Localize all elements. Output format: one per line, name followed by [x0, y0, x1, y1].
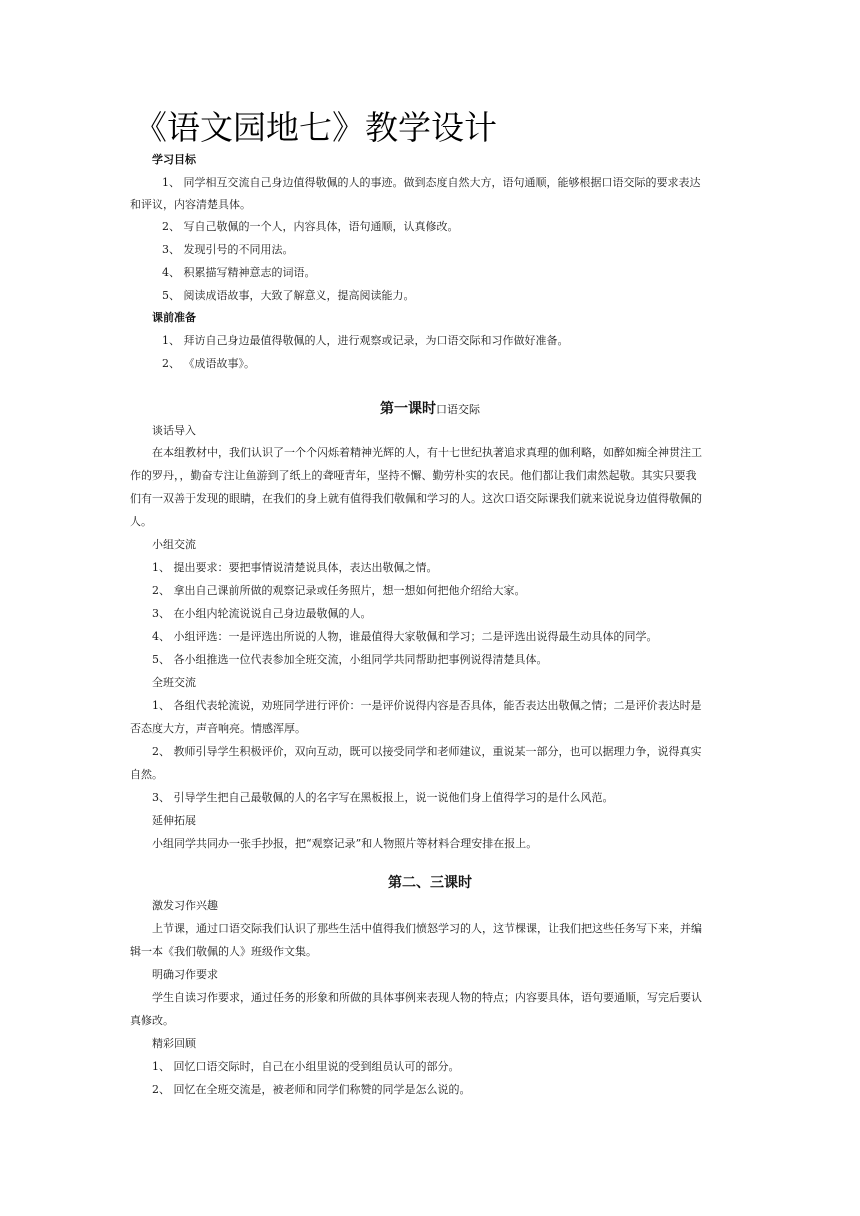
group-item-2: 2、 拿出自己课前所做的观察记录或任务照片，想一想如何把他介绍给大家。	[152, 584, 526, 597]
motivate-paragraph-line-1: 上节课，通过口语交际我们认识了那些生活中值得我们愤怒学习的人，这节棵课，让我们把这些任务写下来，并编	[152, 922, 702, 935]
lesson1-title-main: 第一课时	[380, 401, 436, 417]
motivate-paragraph-line-2: 辑一本《我们敬佩的人》班级作文集。	[130, 945, 317, 958]
group-item-4: 4、 小组评选：一是评选出所说的人物，谁最值得大家敬佩和学习；二是评选出说得最生动具体的同学。	[152, 630, 658, 643]
review-heading: 精彩回顾	[152, 1037, 196, 1050]
class-item-3: 3、 引导学生把自己最敬佩的人的名字写在黑板报上，说一说他们身上值得学习的是什么风范。	[152, 791, 614, 804]
group-item-1: 1、 提出要求：要把事情说清楚说具体，表达出敬佩之情。	[152, 561, 438, 574]
lesson1-title	[0, 400, 860, 419]
goal-item-2: 2、 写自己敬佩的一个人，内容具体，语句通顺，认真修改。	[162, 220, 459, 233]
lesson23-title-main: 第二、三课时	[388, 875, 472, 891]
intro-paragraph-line-4: 人。	[130, 515, 152, 528]
prep-item-1: 1、 拜访自己身边最值得敬佩的人，进行观察或记录，为口语交际和习作做好准备。	[162, 334, 569, 347]
class-item-2: 2、 教师引导学生积极评价，双向互动，既可以接受同学和老师建议，重说某一部分，也可以据理力争，说得真实	[152, 745, 702, 758]
extension-heading: 延伸拓展	[152, 814, 196, 827]
document-title: 《语文园地七》教学设计	[134, 108, 497, 147]
prep-heading: 课前准备	[152, 311, 196, 324]
intro-paragraph-line-2: 作的罗丹，，勤奋专注让鱼游到了纸上的聋哑青年，坚持不懈、勤劳朴实的农民。他们都让我们肃然起敬。其实只要我	[130, 469, 697, 482]
intro-paragraph-line-3: 们有一双善于发现的眼睛，在我们的身上就有值得我们敬佩和学习的人。这次口语交际课我们就来说说身边值得敬佩的	[130, 492, 702, 505]
review-item-2: 2、 回忆在全班交流是，被老师和同学们称赞的同学是怎么说的。	[152, 1083, 471, 1096]
group-heading: 小组交流	[152, 538, 196, 551]
intro-heading: 谈话导入	[152, 424, 196, 437]
lesson23-title	[0, 874, 860, 892]
prep-item-2: 2、 《成语故事》。	[162, 357, 255, 370]
class-item-2-cont: 自然。	[130, 768, 163, 781]
goal-item-1: 1、 同学相互交流自己身边值得敬佩的人的事迹。做到态度自然大方，语句通顺，能够根据口语交际的要求表达	[162, 176, 701, 189]
review-item-1: 1、 回忆口语交际时，自己在小组里说的受到组员认可的部分。	[152, 1060, 460, 1073]
motivate-heading: 激发习作兴趣	[152, 899, 218, 912]
group-item-3: 3、 在小组内轮流说说自己身边最敬佩的人。	[152, 607, 372, 620]
goal-item-3: 3、 发现引号的不同用法。	[162, 243, 294, 256]
requirements-paragraph-line-2: 真修改。	[130, 1014, 174, 1027]
intro-paragraph-line-1: 在本组教材中，我们认识了一个个闪烁着精神光辉的人，有十七世纪执著追求真理的伽利略，如醉如痴全神贯注工	[152, 446, 702, 459]
extension-text: 小组同学共同办一张手抄报，把“观察记录”和人物照片等材料合理安排在报上。	[152, 837, 538, 850]
goal-item-1-cont: 和评议，内容清楚具体。	[130, 198, 251, 211]
group-item-5: 5、 各小组推选一位代表参加全班交流，小组同学共同帮助把事例说得清楚具体。	[152, 653, 548, 666]
requirements-heading: 明确习作要求	[152, 968, 218, 981]
class-heading: 全班交流	[152, 676, 196, 689]
goal-item-4: 4、 积累描写精神意志的词语。	[162, 266, 316, 279]
requirements-paragraph-line-1: 学生自读习作要求，通过任务的形象和所做的具体事例来表现人物的特点；内容要具体，语句要通顺，写完后要认	[152, 991, 702, 1004]
goals-heading: 学习目标	[152, 153, 196, 166]
lesson1-title-sub: 口语交际	[436, 403, 480, 416]
goal-item-5: 5、 阅读成语故事，大致了解意义，提高阅读能力。	[162, 289, 415, 302]
class-item-1-cont: 否态度大方，声音响亮。情感浑厚。	[130, 722, 306, 735]
class-item-1: 1、 各组代表轮流说，劝班同学进行评价：一是评价说得内容是否具体，能否表达出敬佩之情；二是评价表达时是	[152, 699, 702, 712]
